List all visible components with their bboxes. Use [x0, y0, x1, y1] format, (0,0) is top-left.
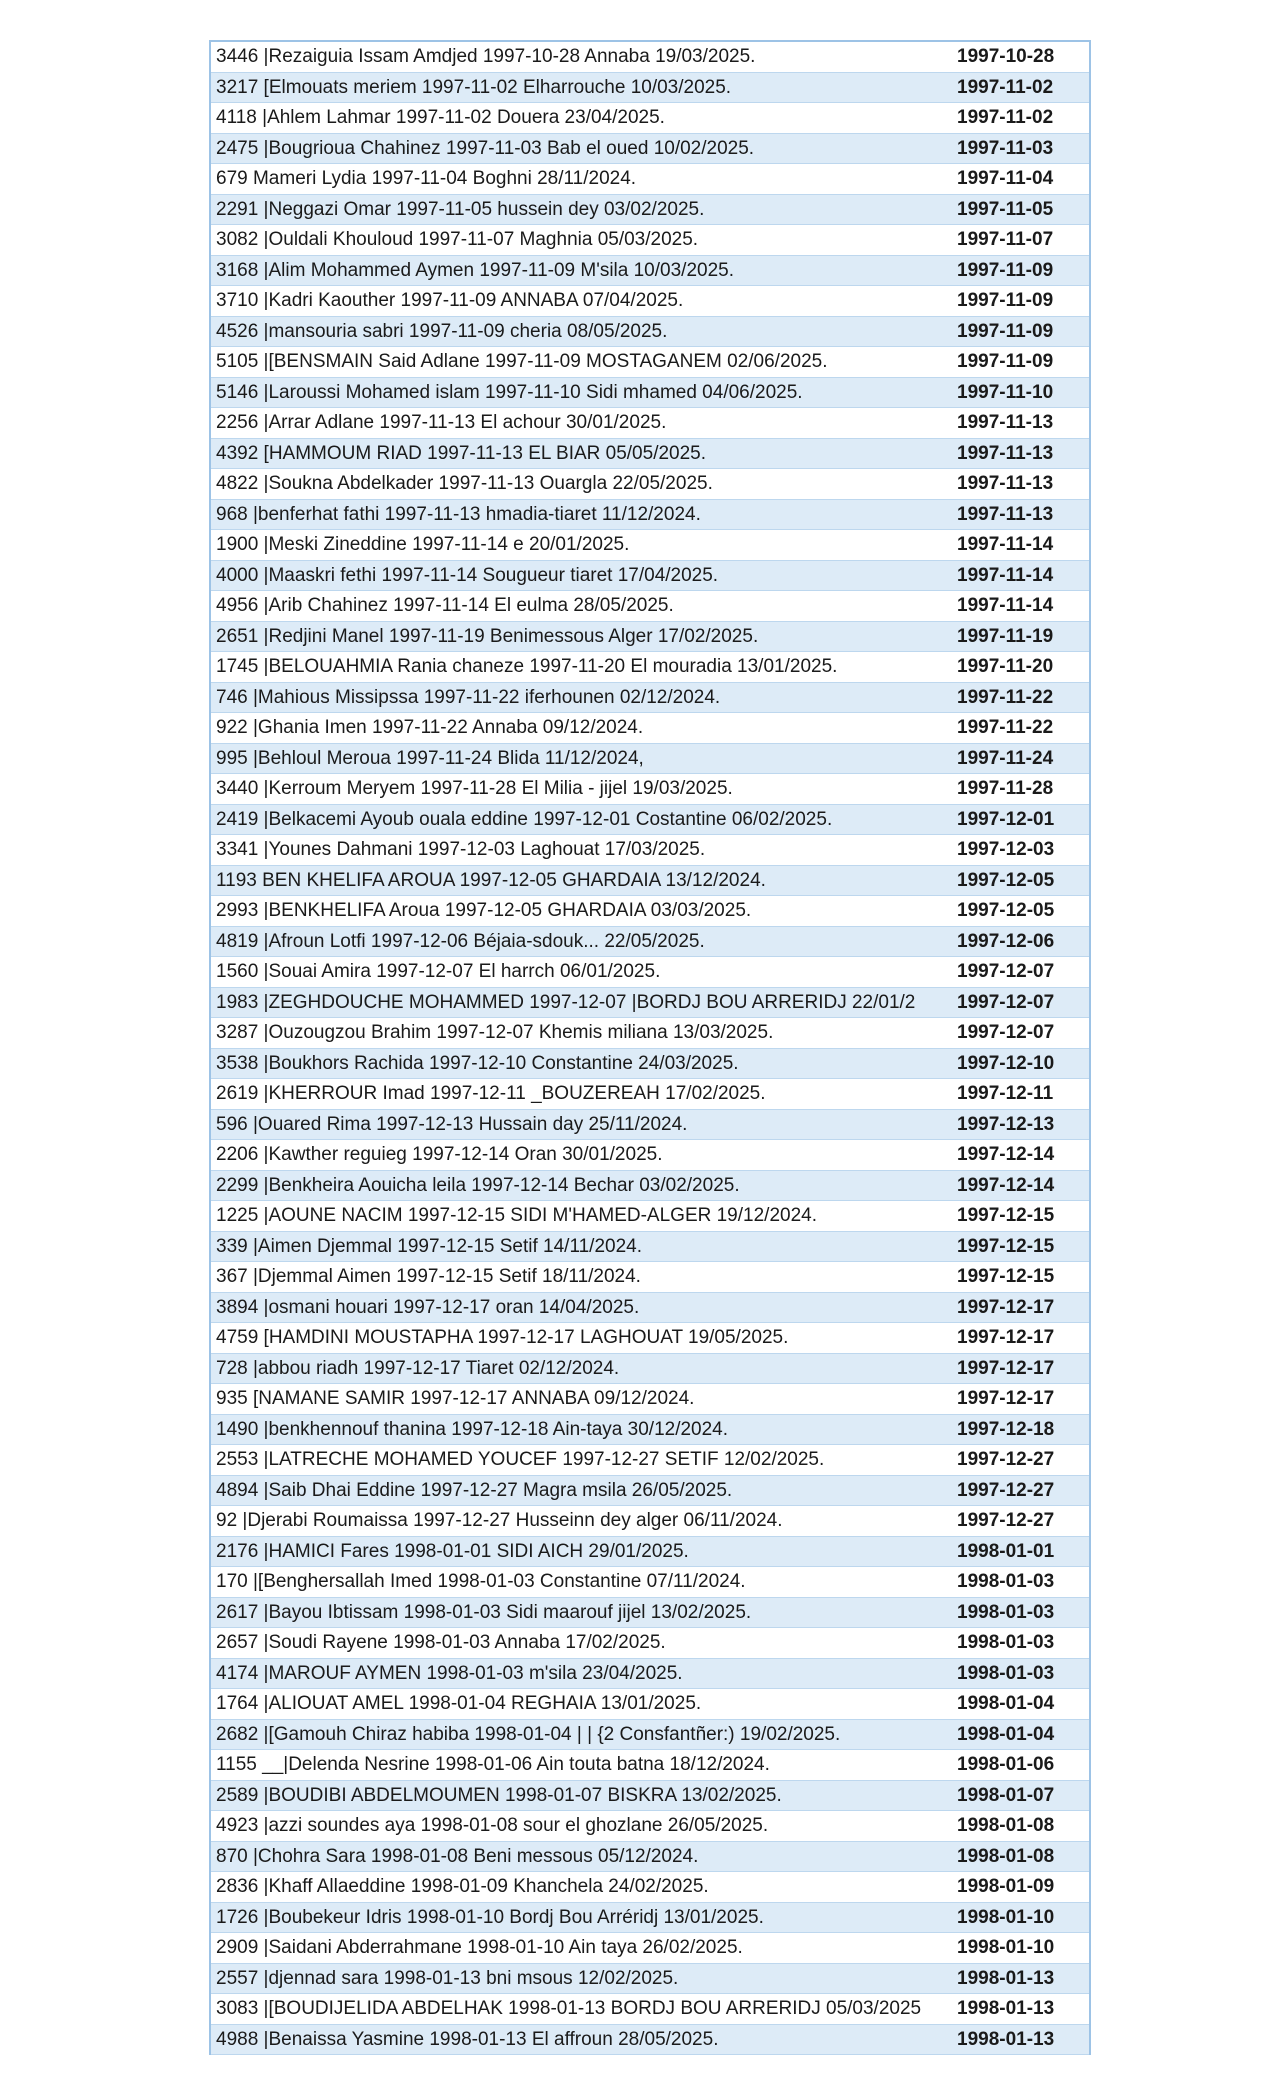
birth-date-cell: 1997-12-27	[957, 1506, 1090, 1537]
table-row	[210, 1963, 1090, 1994]
birth-date-cell: 1997-12-13	[957, 1109, 1090, 1140]
birth-date-cell: 1997-12-06	[957, 926, 1090, 957]
record-text-cell: 4822 |Soukna Abdelkader 1997-11-13 Ouargla 22/05/2025.	[210, 469, 957, 500]
record-text-cell: 596 |Ouared Rima 1997-12-13 Hussain day 25/11/2024.	[210, 1109, 957, 1140]
table-row	[210, 1750, 1090, 1781]
record-text-cell: 1560 |Souai Amira 1997-12-07 El harrch 06/01/2025.	[210, 957, 957, 988]
birth-date-cell: 1997-12-10	[957, 1048, 1090, 1079]
table-row	[210, 133, 1090, 164]
birth-date-cell: 1998-01-09	[957, 1872, 1090, 1903]
record-text-cell: 367 |Djemmal Aimen 1997-12-15 Setif 18/11/2024.	[210, 1262, 957, 1293]
record-text-cell: 3217 [Elmouats meriem 1997-11-02 Elharrouche 10/03/2025.	[210, 72, 957, 103]
birth-date-cell: 1997-11-24	[957, 743, 1090, 774]
record-text-cell: 1900 |Meski Zineddine 1997-11-14 e 20/01/2025.	[210, 530, 957, 561]
table-row	[210, 1384, 1090, 1415]
table-row	[210, 41, 1090, 72]
record-text-cell: 2553 |LATRECHE MOHAMED YOUCEF 1997-12-27 SETIF 12/02/2025.	[210, 1445, 957, 1476]
birth-date-cell: 1997-12-07	[957, 957, 1090, 988]
table-row	[210, 499, 1090, 530]
table-row	[210, 621, 1090, 652]
birth-date-cell: 1997-11-07	[957, 225, 1090, 256]
birth-date-cell: 1997-12-27	[957, 1475, 1090, 1506]
data-table	[209, 40, 1091, 2055]
birth-date-cell: 1998-01-08	[957, 1841, 1090, 1872]
record-text-cell: 1193 BEN KHELIFA AROUA 1997-12-05 GHARDAIA 13/12/2024.	[210, 865, 957, 896]
record-text-cell: 3082 |Ouldali Khouloud 1997-11-07 Maghnia 05/03/2025.	[210, 225, 957, 256]
table-row	[210, 774, 1090, 805]
record-text-cell: 4174 |MAROUF AYMEN 1998-01-03 m'sila 23/04/2025.	[210, 1658, 957, 1689]
table-row	[210, 835, 1090, 866]
record-text-cell: 2651 |Redjini Manel 1997-11-19 Benimessous Alger 17/02/2025.	[210, 621, 957, 652]
birth-date-cell: 1997-12-01	[957, 804, 1090, 835]
table-row	[210, 743, 1090, 774]
record-text-cell: 2589 |BOUDIBI ABDELMOUMEN 1998-01-07 BISKRA 13/02/2025.	[210, 1780, 957, 1811]
table-row	[210, 1780, 1090, 1811]
table-row	[210, 560, 1090, 591]
birth-date-cell: 1998-01-01	[957, 1536, 1090, 1567]
record-text-cell: 2256 |Arrar Adlane 1997-11-13 El achour 30/01/2025.	[210, 408, 957, 439]
birth-date-cell: 1997-11-09	[957, 347, 1090, 378]
record-text-cell: 995 |Behloul Meroua 1997-11-24 Blida 11/12/2024,	[210, 743, 957, 774]
record-text-cell: 1983 |ZEGHDOUCHE MOHAMMED 1997-12-07 |BORDJ BOU ARRERIDJ 22/01/2	[210, 987, 957, 1018]
record-text-cell: 2619 |KHERROUR Imad 1997-12-11 _BOUZEREAH 17/02/2025.	[210, 1079, 957, 1110]
table-row	[210, 1231, 1090, 1262]
birth-date-cell: 1997-12-18	[957, 1414, 1090, 1445]
birth-date-cell: 1997-12-14	[957, 1140, 1090, 1171]
record-text-cell: 5105 |[BENSMAIN Said Adlane 1997-11-09 MOSTAGANEM 02/06/2025.	[210, 347, 957, 378]
record-text-cell: 870 |Chohra Sara 1998-01-08 Beni messous 05/12/2024.	[210, 1841, 957, 1872]
table-row	[210, 1902, 1090, 1933]
record-text-cell: 679 Mameri Lydia 1997-11-04 Boghni 28/11/2024.	[210, 164, 957, 195]
birth-date-cell: 1997-12-17	[957, 1292, 1090, 1323]
table-row	[210, 1933, 1090, 1964]
table-row	[210, 957, 1090, 988]
table-row	[210, 1445, 1090, 1476]
birth-date-cell: 1998-01-06	[957, 1750, 1090, 1781]
table-row	[210, 1475, 1090, 1506]
record-text-cell: 4118 |Ahlem Lahmar 1997-11-02 Douera 23/04/2025.	[210, 103, 957, 134]
record-text-cell: 3446 |Rezaiguia Issam Amdjed 1997-10-28 Annaba 19/03/2025.	[210, 41, 957, 72]
record-text-cell: 1490 |benkhennouf thanina 1997-12-18 Ain-taya 30/12/2024.	[210, 1414, 957, 1445]
birth-date-cell: 1997-11-13	[957, 469, 1090, 500]
birth-date-cell: 1997-11-14	[957, 591, 1090, 622]
record-text-cell: 728 |abbou riadh 1997-12-17 Tiaret 02/12/2024.	[210, 1353, 957, 1384]
birth-date-cell: 1997-11-13	[957, 408, 1090, 439]
birth-date-cell: 1997-11-13	[957, 438, 1090, 469]
record-text-cell: 1764 |ALIOUAT AMEL 1998-01-04 REGHAIA 13/01/2025.	[210, 1689, 957, 1720]
record-text-cell: 3083 |[BOUDIJELIDA ABDELHAK 1998-01-13 BORDJ BOU ARRERIDJ 05/03/2025	[210, 1994, 957, 2025]
birth-date-cell: 1998-01-03	[957, 1567, 1090, 1598]
table-row	[210, 1597, 1090, 1628]
record-text-cell: 2557 |djennad sara 1998-01-13 bni msous 12/02/2025.	[210, 1963, 957, 1994]
table-row	[210, 1872, 1090, 1903]
birth-date-cell: 1997-11-05	[957, 194, 1090, 225]
table-row	[210, 1689, 1090, 1720]
birth-date-cell: 1997-12-17	[957, 1323, 1090, 1354]
record-text-cell: 3440 |Kerroum Meryem 1997-11-28 El Milia - jijel 19/03/2025.	[210, 774, 957, 805]
table-row	[210, 1567, 1090, 1598]
table-row	[210, 438, 1090, 469]
table-row	[210, 682, 1090, 713]
record-text-cell: 2176 |HAMICI Fares 1998-01-01 SIDI AICH 29/01/2025.	[210, 1536, 957, 1567]
birth-date-cell: 1998-01-03	[957, 1628, 1090, 1659]
table-row	[210, 377, 1090, 408]
record-text-cell: 2299 |Benkheira Aouicha leila 1997-12-14 Bechar 03/02/2025.	[210, 1170, 957, 1201]
birth-date-cell: 1998-01-13	[957, 1963, 1090, 1994]
record-text-cell: 1225 |AOUNE NACIM 1997-12-15 SIDI M'HAMED-ALGER 19/12/2024.	[210, 1201, 957, 1232]
birth-date-cell: 1997-12-17	[957, 1384, 1090, 1415]
table-row	[210, 225, 1090, 256]
birth-date-cell: 1997-12-05	[957, 865, 1090, 896]
birth-date-cell: 1997-12-07	[957, 987, 1090, 1018]
birth-date-cell: 1998-01-13	[957, 2024, 1090, 2055]
record-text-cell: 2836 |Khaff Allaeddine 1998-01-09 Khanchela 24/02/2025.	[210, 1872, 957, 1903]
table-row	[210, 255, 1090, 286]
birth-date-cell: 1998-01-04	[957, 1719, 1090, 1750]
record-text-cell: 2909 |Saidani Abderrahmane 1998-01-10 Ain taya 26/02/2025.	[210, 1933, 957, 1964]
table-row	[210, 1079, 1090, 1110]
record-text-cell: 2206 |Kawther reguieg 1997-12-14 Oran 30/01/2025.	[210, 1140, 957, 1171]
birth-date-cell: 1997-11-09	[957, 255, 1090, 286]
birth-date-cell: 1997-11-28	[957, 774, 1090, 805]
record-text-cell: 2617 |Bayou Ibtissam 1998-01-03 Sidi maarouf jijel 13/02/2025.	[210, 1597, 957, 1628]
table-row	[210, 1323, 1090, 1354]
birth-date-cell: 1998-01-07	[957, 1780, 1090, 1811]
table-row	[210, 1994, 1090, 2025]
table-row	[210, 896, 1090, 927]
table-row	[210, 1414, 1090, 1445]
record-text-cell: 4988 |Benaissa Yasmine 1998-01-13 El affroun 28/05/2025.	[210, 2024, 957, 2055]
record-text-cell: 3168 |Alim Mohammed Aymen 1997-11-09 M'sila 10/03/2025.	[210, 255, 957, 286]
table-row	[210, 865, 1090, 896]
table-row	[210, 1201, 1090, 1232]
record-text-cell: 4000 |Maaskri fethi 1997-11-14 Sougueur tiaret 17/04/2025.	[210, 560, 957, 591]
birth-date-cell: 1998-01-04	[957, 1689, 1090, 1720]
table-row	[210, 1292, 1090, 1323]
record-text-cell: 4819 |Afroun Lotfi 1997-12-06 Béjaia-sdouk... 22/05/2025.	[210, 926, 957, 957]
record-text-cell: 4392 [HAMMOUM RIAD 1997-11-13 EL BIAR 05/05/2025.	[210, 438, 957, 469]
record-text-cell: 2419 |Belkacemi Ayoub ouala eddine 1997-12-01 Costantine 06/02/2025.	[210, 804, 957, 835]
table-row	[210, 804, 1090, 835]
record-text-cell: 2682 |[Gamouh Chiraz habiba 1998-01-04 | | {2 Consfantñer:) 19/02/2025.	[210, 1719, 957, 1750]
record-text-cell: 3710 |Kadri Kaouther 1997-11-09 ANNABA 07/04/2025.	[210, 286, 957, 317]
record-text-cell: 935 [NAMANE SAMIR 1997-12-17 ANNABA 09/12/2024.	[210, 1384, 957, 1415]
record-text-cell: 746 |Mahious Missipssa 1997-11-22 iferhounen 02/12/2024.	[210, 682, 957, 713]
birth-date-cell: 1998-01-08	[957, 1811, 1090, 1842]
table-row	[210, 408, 1090, 439]
table-row	[210, 987, 1090, 1018]
birth-date-cell: 1997-12-27	[957, 1445, 1090, 1476]
birth-date-cell: 1997-11-22	[957, 682, 1090, 713]
record-text-cell: 5146 |Laroussi Mohamed islam 1997-11-10 Sidi mhamed 04/06/2025.	[210, 377, 957, 408]
birth-date-cell: 1997-12-15	[957, 1201, 1090, 1232]
table-row	[210, 1170, 1090, 1201]
record-text-cell: 3894 |osmani houari 1997-12-17 oran 14/04/2025.	[210, 1292, 957, 1323]
birth-date-cell: 1998-01-03	[957, 1658, 1090, 1689]
table-row	[210, 1811, 1090, 1842]
table-row	[210, 1719, 1090, 1750]
table-row	[210, 530, 1090, 561]
record-text-cell: 1745 |BELOUAHMIA Rania chaneze 1997-11-20 El mouradia 13/01/2025.	[210, 652, 957, 683]
record-text-cell: 4956 |Arib Chahinez 1997-11-14 El eulma 28/05/2025.	[210, 591, 957, 622]
birth-date-cell: 1997-11-13	[957, 499, 1090, 530]
table-row	[210, 1109, 1090, 1140]
birth-date-cell: 1997-11-09	[957, 286, 1090, 317]
table-row	[210, 1140, 1090, 1171]
record-text-cell: 2993 |BENKHELIFA Aroua 1997-12-05 GHARDAIA 03/03/2025.	[210, 896, 957, 927]
table-row	[210, 2024, 1090, 2055]
birth-date-cell: 1997-11-02	[957, 72, 1090, 103]
record-text-cell: 2657 |Soudi Rayene 1998-01-03 Annaba 17/02/2025.	[210, 1628, 957, 1659]
record-text-cell: 4526 |mansouria sabri 1997-11-09 cheria 08/05/2025.	[210, 316, 957, 347]
birth-date-cell: 1997-12-15	[957, 1262, 1090, 1293]
table-row	[210, 316, 1090, 347]
record-text-cell: 170 |[Benghersallah Imed 1998-01-03 Constantine 07/11/2024.	[210, 1567, 957, 1598]
record-text-cell: 4923 |azzi soundes aya 1998-01-08 sour el ghozlane 26/05/2025.	[210, 1811, 957, 1842]
birth-date-cell: 1997-11-02	[957, 103, 1090, 134]
record-text-cell: 2291 |Neggazi Omar 1997-11-05 hussein dey 03/02/2025.	[210, 194, 957, 225]
table-row	[210, 347, 1090, 378]
table-row	[210, 1262, 1090, 1293]
birth-date-cell: 1998-01-13	[957, 1994, 1090, 2025]
birth-date-cell: 1998-01-03	[957, 1597, 1090, 1628]
birth-date-cell: 1997-11-10	[957, 377, 1090, 408]
birth-date-cell: 1997-11-14	[957, 530, 1090, 561]
table-row	[210, 1048, 1090, 1079]
record-text-cell: 2475 |Bougrioua Chahinez 1997-11-03 Bab el oued 10/02/2025.	[210, 133, 957, 164]
record-text-cell: 1726 |Boubekeur Idris 1998-01-10 Bordj Bou Arréridj 13/01/2025.	[210, 1902, 957, 1933]
birth-date-cell: 1997-11-19	[957, 621, 1090, 652]
table-row	[210, 1536, 1090, 1567]
table-row	[210, 591, 1090, 622]
birth-date-cell: 1997-11-14	[957, 560, 1090, 591]
table-row	[210, 652, 1090, 683]
table-row	[210, 1628, 1090, 1659]
birth-date-cell: 1997-11-03	[957, 133, 1090, 164]
table-row	[210, 1841, 1090, 1872]
table-row	[210, 72, 1090, 103]
birth-date-cell: 1997-11-20	[957, 652, 1090, 683]
table-row	[210, 713, 1090, 744]
table-row	[210, 164, 1090, 195]
birth-date-cell: 1997-11-04	[957, 164, 1090, 195]
birth-date-cell: 1997-12-15	[957, 1231, 1090, 1262]
birth-date-cell: 1997-11-09	[957, 316, 1090, 347]
record-text-cell: 922 |Ghania Imen 1997-11-22 Annaba 09/12/2024.	[210, 713, 957, 744]
table-row	[210, 1353, 1090, 1384]
birth-date-cell: 1997-10-28	[957, 41, 1090, 72]
table-row	[210, 286, 1090, 317]
table-row	[210, 1658, 1090, 1689]
record-text-cell: 92 |Djerabi Roumaissa 1997-12-27 Husseinn dey alger 06/11/2024.	[210, 1506, 957, 1537]
birth-date-cell: 1997-12-03	[957, 835, 1090, 866]
record-text-cell: 339 |Aimen Djemmal 1997-12-15 Setif 14/11/2024.	[210, 1231, 957, 1262]
record-text-cell: 4894 |Saib Dhai Eddine 1997-12-27 Magra msila 26/05/2025.	[210, 1475, 957, 1506]
birth-date-cell: 1998-01-10	[957, 1933, 1090, 1964]
birth-date-cell: 1997-12-17	[957, 1353, 1090, 1384]
birth-date-cell: 1997-12-07	[957, 1018, 1090, 1049]
table-row	[210, 926, 1090, 957]
birth-date-cell: 1997-12-05	[957, 896, 1090, 927]
table-body	[210, 41, 1090, 2055]
birth-date-cell: 1997-12-14	[957, 1170, 1090, 1201]
birth-date-cell: 1998-01-10	[957, 1902, 1090, 1933]
table-row	[210, 469, 1090, 500]
table-row	[210, 103, 1090, 134]
table-row	[210, 194, 1090, 225]
record-text-cell: 968 |benferhat fathi 1997-11-13 hmadia-tiaret 11/12/2024.	[210, 499, 957, 530]
table-row	[210, 1506, 1090, 1537]
table-row	[210, 1018, 1090, 1049]
record-text-cell: 3341 |Younes Dahmani 1997-12-03 Laghouat 17/03/2025.	[210, 835, 957, 866]
record-text-cell: 3287 |Ouzougzou Brahim 1997-12-07 Khemis miliana 13/03/2025.	[210, 1018, 957, 1049]
record-text-cell: 4759 [HAMDINI MOUSTAPHA 1997-12-17 LAGHOUAT 19/05/2025.	[210, 1323, 957, 1354]
record-text-cell: 3538 |Boukhors Rachida 1997-12-10 Constantine 24/03/2025.	[210, 1048, 957, 1079]
record-text-cell: 1155 __|Delenda Nesrine 1998-01-06 Ain touta batna 18/12/2024.	[210, 1750, 957, 1781]
birth-date-cell: 1997-12-11	[957, 1079, 1090, 1110]
birth-date-cell: 1997-11-22	[957, 713, 1090, 744]
